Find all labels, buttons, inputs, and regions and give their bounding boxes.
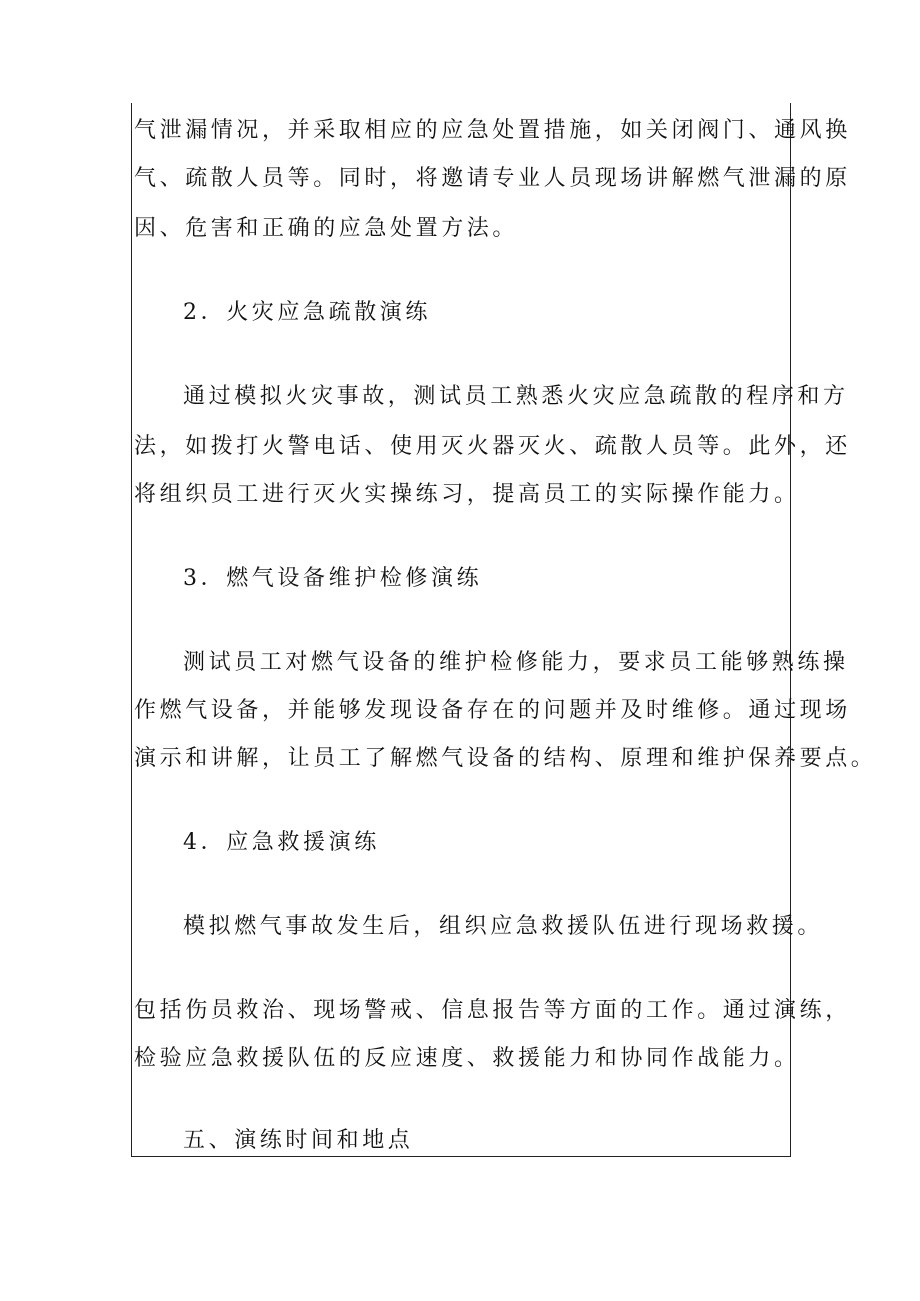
paragraph-2-line-3: 将组织员工进行灭火实操练习，提高员工的实际操作能力。: [134, 482, 800, 507]
paragraph-4-line-1: 模拟燃气事故发生后，组织应急救援队伍进行现场救援。: [183, 914, 824, 939]
paragraph-5-line-1: 包括伤员救治、现场警戒、信息报告等方面的工作。通过演练，: [134, 998, 851, 1023]
paragraph-3-line-1: 测试员工对燃气设备的维护检修能力，要求员工能够熟练操: [183, 650, 849, 675]
paragraph-5-line-2: 检验应急救援队伍的反应速度、救援能力和协同作战能力。: [134, 1046, 800, 1071]
paragraph-1-line-2: 气、疏散人员等。同时，将邀请专业人员现场讲解燃气泄漏的原: [134, 166, 851, 191]
section-heading-5: 五、演练时间和地点: [183, 1128, 414, 1153]
paragraph-1-line-1: 气泄漏情况，并采取相应的应急处置措施，如关闭阀门、通风换: [134, 118, 851, 143]
paragraph-3-line-3: 演示和讲解，让员工了解燃气设备的结构、原理和维护保养要点。: [134, 746, 877, 771]
paragraph-2-line-2: 法，如拨打火警电话、使用灭火器灭火、疏散人员等。此外，还: [134, 434, 851, 459]
paragraph-1-line-3: 因、危害和正确的应急处置方法。: [134, 216, 519, 241]
section-heading-3: 3．燃气设备维护检修演练: [183, 566, 483, 591]
section-heading-2: 2．火灾应急疏散演练: [183, 300, 431, 325]
section-heading-4: 4．应急救援演练: [183, 830, 380, 855]
paragraph-3-line-2: 作燃气设备，并能够发现设备存在的问题并及时维修。通过现场: [134, 698, 851, 723]
paragraph-2-line-1: 通过模拟火灾事故，测试员工熟悉火灾应急疏散的程序和方: [183, 384, 849, 409]
